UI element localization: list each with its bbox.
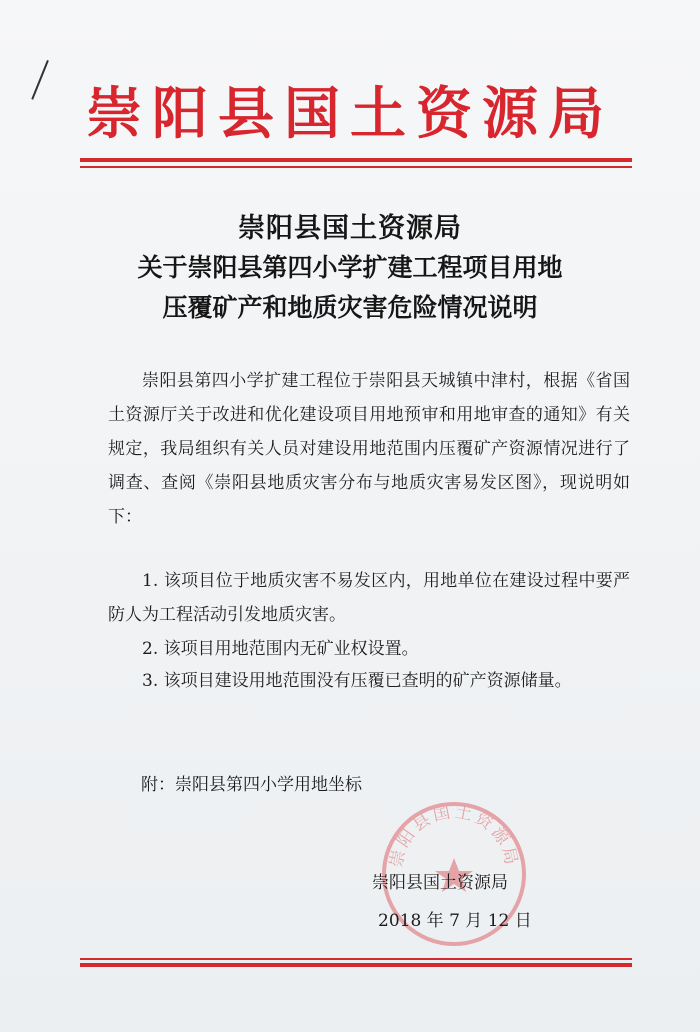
doc-title-line2: 关于崇阳县第四小学扩建工程项目用地	[137, 253, 563, 282]
intro-paragraph: 崇阳县第四小学扩建工程位于崇阳县天城镇中津村，根据《省国土资源厅关于改进和优化建设项目用地预审和用地审查的通知》有关规定，我局组织有关人员对建设用地范围内压覆矿产资源情况进行了调查、查阅《崇阳县地质灾害分布与地质灾害易发区图》，现说明如下：	[108, 371, 630, 527]
footer-rule-thin	[80, 958, 632, 960]
footer-rule-thick	[80, 963, 632, 967]
attachment-note: 附：崇阳县第四小学用地坐标	[141, 775, 362, 795]
seal-text: 崇阳县国土资源局	[386, 802, 522, 870]
doc-title-line3: 压覆矿产和地质灾害危险情况说明	[162, 293, 538, 322]
item-3: 3. 该项目建设用地范围没有压覆已查明的矿产资源储量。	[142, 671, 572, 691]
signature-date: 2018 年 7 月 12 日	[378, 911, 532, 931]
letterhead-title: 崇阳县国土资源局	[86, 82, 614, 147]
item-1: 1. 该项目位于地质灾害不易发区内，用地单位在建设过程中要严防人为工程活动引发地质灾害。	[108, 571, 630, 625]
doc-title-line1: 崇阳县国土资源局	[238, 213, 462, 244]
signature-org: 崇阳县国土资源局	[372, 873, 508, 893]
letterhead-rule-thin	[80, 166, 632, 168]
letterhead-rule-thick	[80, 158, 632, 162]
item-2: 2. 该项目用地范围内无矿业权设置。	[142, 639, 419, 659]
